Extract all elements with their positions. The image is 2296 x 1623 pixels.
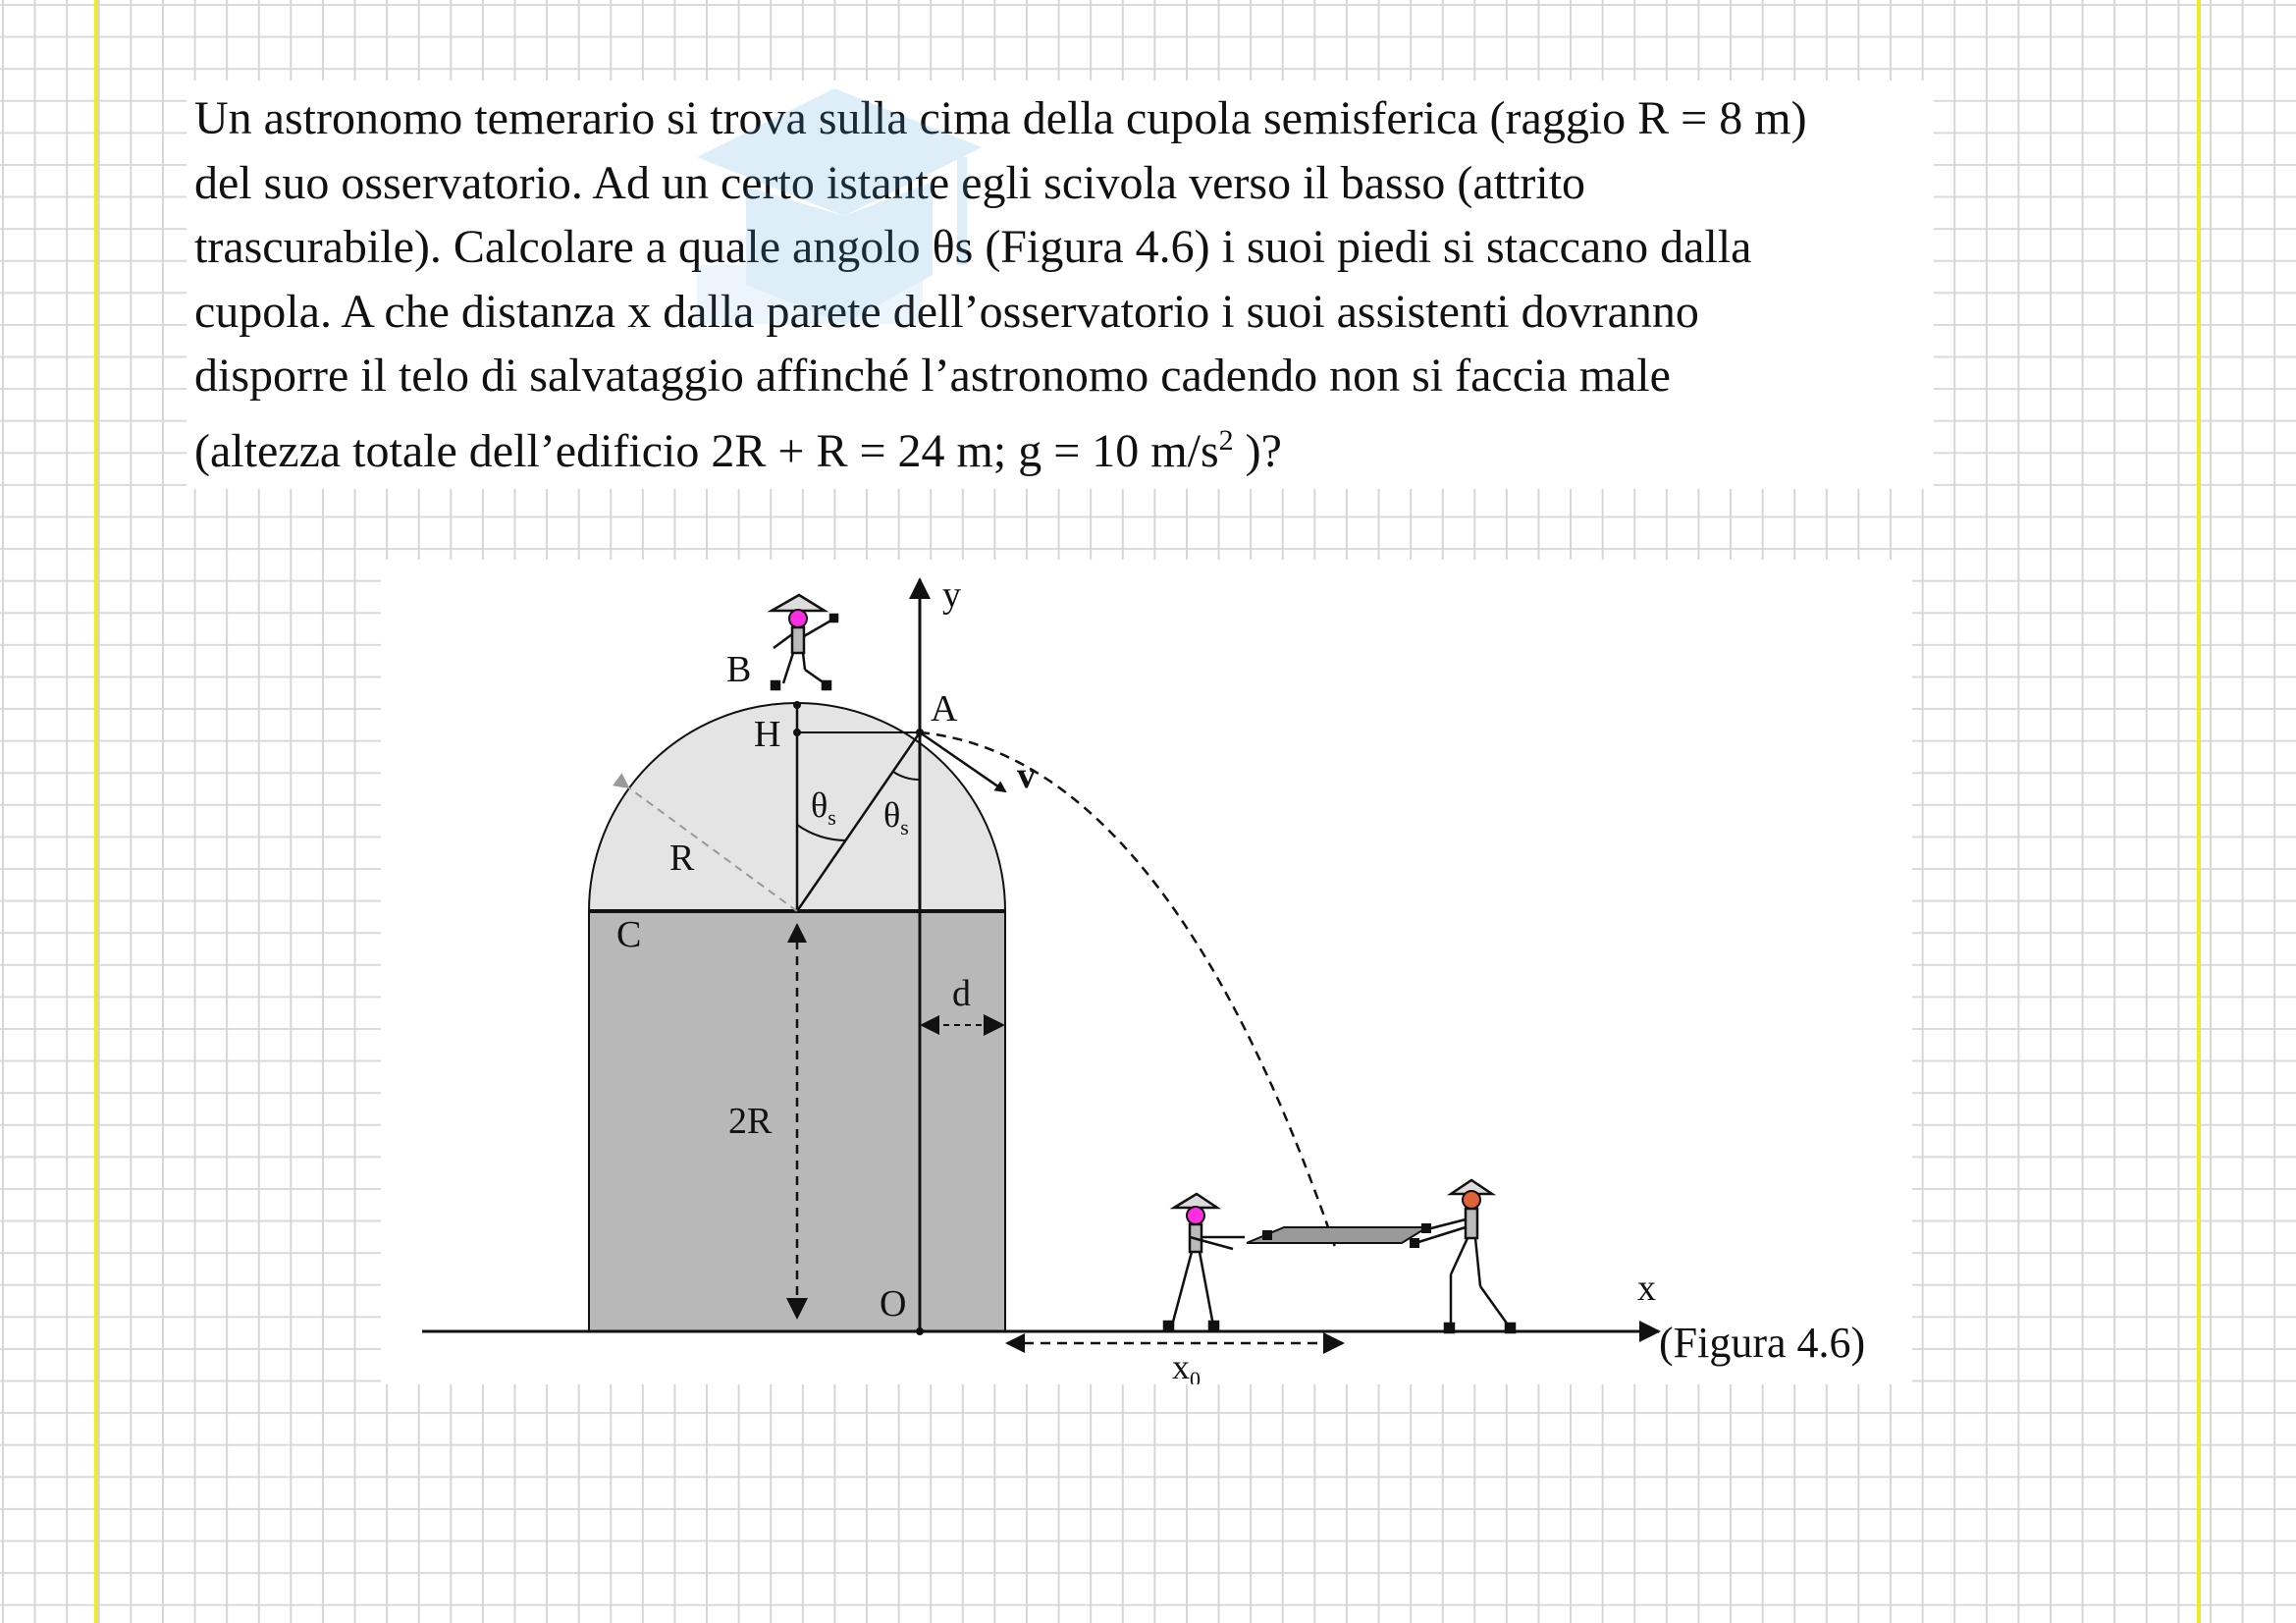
point-a-label: A [931,688,958,730]
height-2r-label: 2R [728,1101,773,1142]
point-b-label: B [726,649,752,690]
point-c-label: C [616,914,642,955]
notebook-margin-left [94,0,98,1623]
x-axis-label: x [1637,1268,1656,1309]
problem-line: disporre il telo di salvataggio affinché l’astronomo cadendo non si faccia male [194,350,1671,402]
problem-line: del suo osservatorio. Ad un certo istante egli scivola verso il basso (attrito [194,156,1586,209]
astronomer-figure [772,595,837,689]
notebook-margin-right [2197,0,2201,1623]
theta-center-label: $\theta_s$ [811,785,836,830]
distance-d-label: d [952,973,971,1014]
stretcher-handle-left [1262,1230,1272,1240]
y-axis-label: y [942,574,961,616]
problem-line: Un astronomo temerario si trova sulla cima della cupola semisferica (raggio R = 8 m) [194,92,1807,144]
point-h-label: H [754,714,781,755]
problem-line: trascurabile). Calcolare a quale angolo θs (Figura 4.6) i suoi piedi si staccano dalla [194,221,1752,273]
problem-line: cupola. A che distanza x dalla parete dell’osservatorio i suoi assistenti dovranno [194,285,1699,338]
problem-line-last [194,408,1926,484]
velocity-label: v [1017,755,1036,796]
distance-x0-label: $x_0$ [1172,1347,1201,1384]
last-line-suffix: )? [1233,424,1282,477]
assistant-right-figure [1415,1180,1515,1332]
problem-text [187,81,1934,489]
radius-label: R [669,838,695,879]
origin-dot [916,1327,924,1335]
theta-a-label: $\theta_s$ [883,795,909,839]
point-b-dot [793,701,801,709]
origin-label: O [880,1283,907,1325]
figure-panel [381,560,1912,1384]
assistant-left-figure [1164,1194,1245,1330]
rescue-stretcher [1247,1227,1427,1243]
figure-caption: (Figura 4.6) [1659,1319,1866,1367]
last-line-prefix: (altezza totale dell’edificio 2R + R = 24 m; g = 10 m/s [194,424,1219,477]
last-line-superscript: 2 [1218,423,1234,457]
physics-figure [381,560,1912,1384]
